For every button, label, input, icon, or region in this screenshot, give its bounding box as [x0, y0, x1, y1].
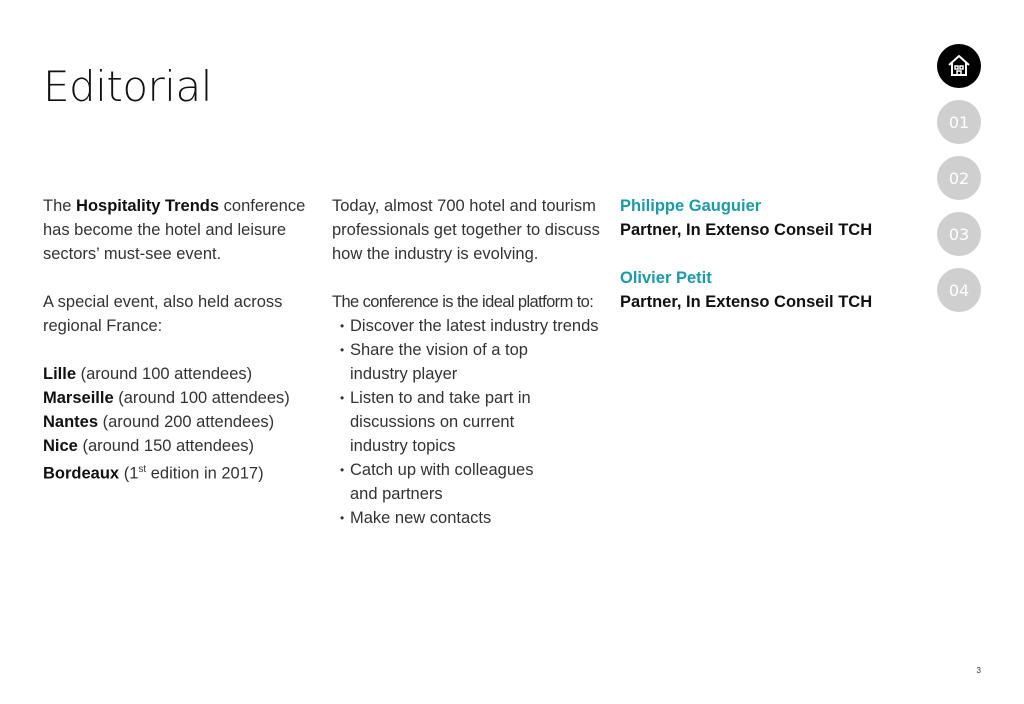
nav-section-01[interactable]: 01	[937, 100, 981, 144]
city-item	[43, 362, 333, 386]
section-nav	[937, 44, 981, 324]
list-item: • Catch up with colleagues and partners	[332, 458, 550, 506]
author-name: Olivier Petit	[620, 269, 712, 287]
event-name: Hospitality Trends	[76, 197, 220, 215]
city-name: Nantes	[43, 413, 99, 431]
city-item	[43, 458, 333, 486]
authors-column	[620, 194, 920, 314]
city-name: Marseille	[43, 389, 114, 407]
list-item: • Listen to and take part in discussions on current industry topics	[332, 386, 550, 458]
page-title: Editorial	[43, 62, 212, 111]
regional-paragraph: A special event, also held across regional France:	[43, 293, 283, 335]
intro-paragraph	[43, 194, 318, 266]
city-detail: (around 100 attendees)	[113, 389, 290, 407]
city-detail: (around 100 attendees)	[76, 365, 253, 383]
city-name: Lille	[43, 365, 77, 383]
city-detail-pre: (1	[119, 464, 139, 483]
house-icon	[946, 53, 972, 79]
platform-heading: The conference is the ideal platform to:	[332, 293, 594, 311]
nav-section-04[interactable]: 04	[937, 268, 981, 312]
agenda-column	[332, 194, 617, 530]
city-detail-post: edition in 2017)	[146, 464, 264, 483]
list-item: • Discover the latest industry trends	[332, 314, 620, 338]
intro-suffix: conference has become the hotel and leisure sectors’ must-see event.	[43, 197, 306, 263]
intro-column	[43, 194, 333, 486]
city-item	[43, 410, 333, 434]
benefit-list	[332, 314, 617, 530]
city-item	[43, 386, 333, 410]
author-role: Partner, In Extenso Conseil TCH	[620, 221, 873, 239]
list-item: • Make new contacts	[332, 506, 617, 530]
city-name: Nice	[43, 437, 78, 455]
intro-prefix: The	[43, 197, 77, 215]
nav-section-02[interactable]: 02	[937, 156, 981, 200]
author-block	[620, 194, 920, 242]
list-item: • Share the vision of a top industry player	[332, 338, 540, 386]
ordinal-suffix: st	[138, 464, 147, 475]
home-button[interactable]	[937, 44, 981, 88]
city-item	[43, 434, 333, 458]
page-number: 3	[976, 666, 981, 675]
city-detail: (around 150 attendees)	[77, 437, 254, 455]
city-list	[43, 362, 333, 486]
nav-section-03[interactable]: 03	[937, 212, 981, 256]
author-block	[620, 266, 920, 314]
author-name: Philippe Gauguier	[620, 197, 762, 215]
attendance-paragraph: Today, almost 700 hotel and tourism professionals get together to discuss how the industry is evolving.	[332, 197, 600, 263]
author-role: Partner, In Extenso Conseil TCH	[620, 293, 873, 311]
city-name: Bordeaux	[43, 464, 120, 483]
city-detail: (around 200 attendees)	[98, 413, 275, 431]
